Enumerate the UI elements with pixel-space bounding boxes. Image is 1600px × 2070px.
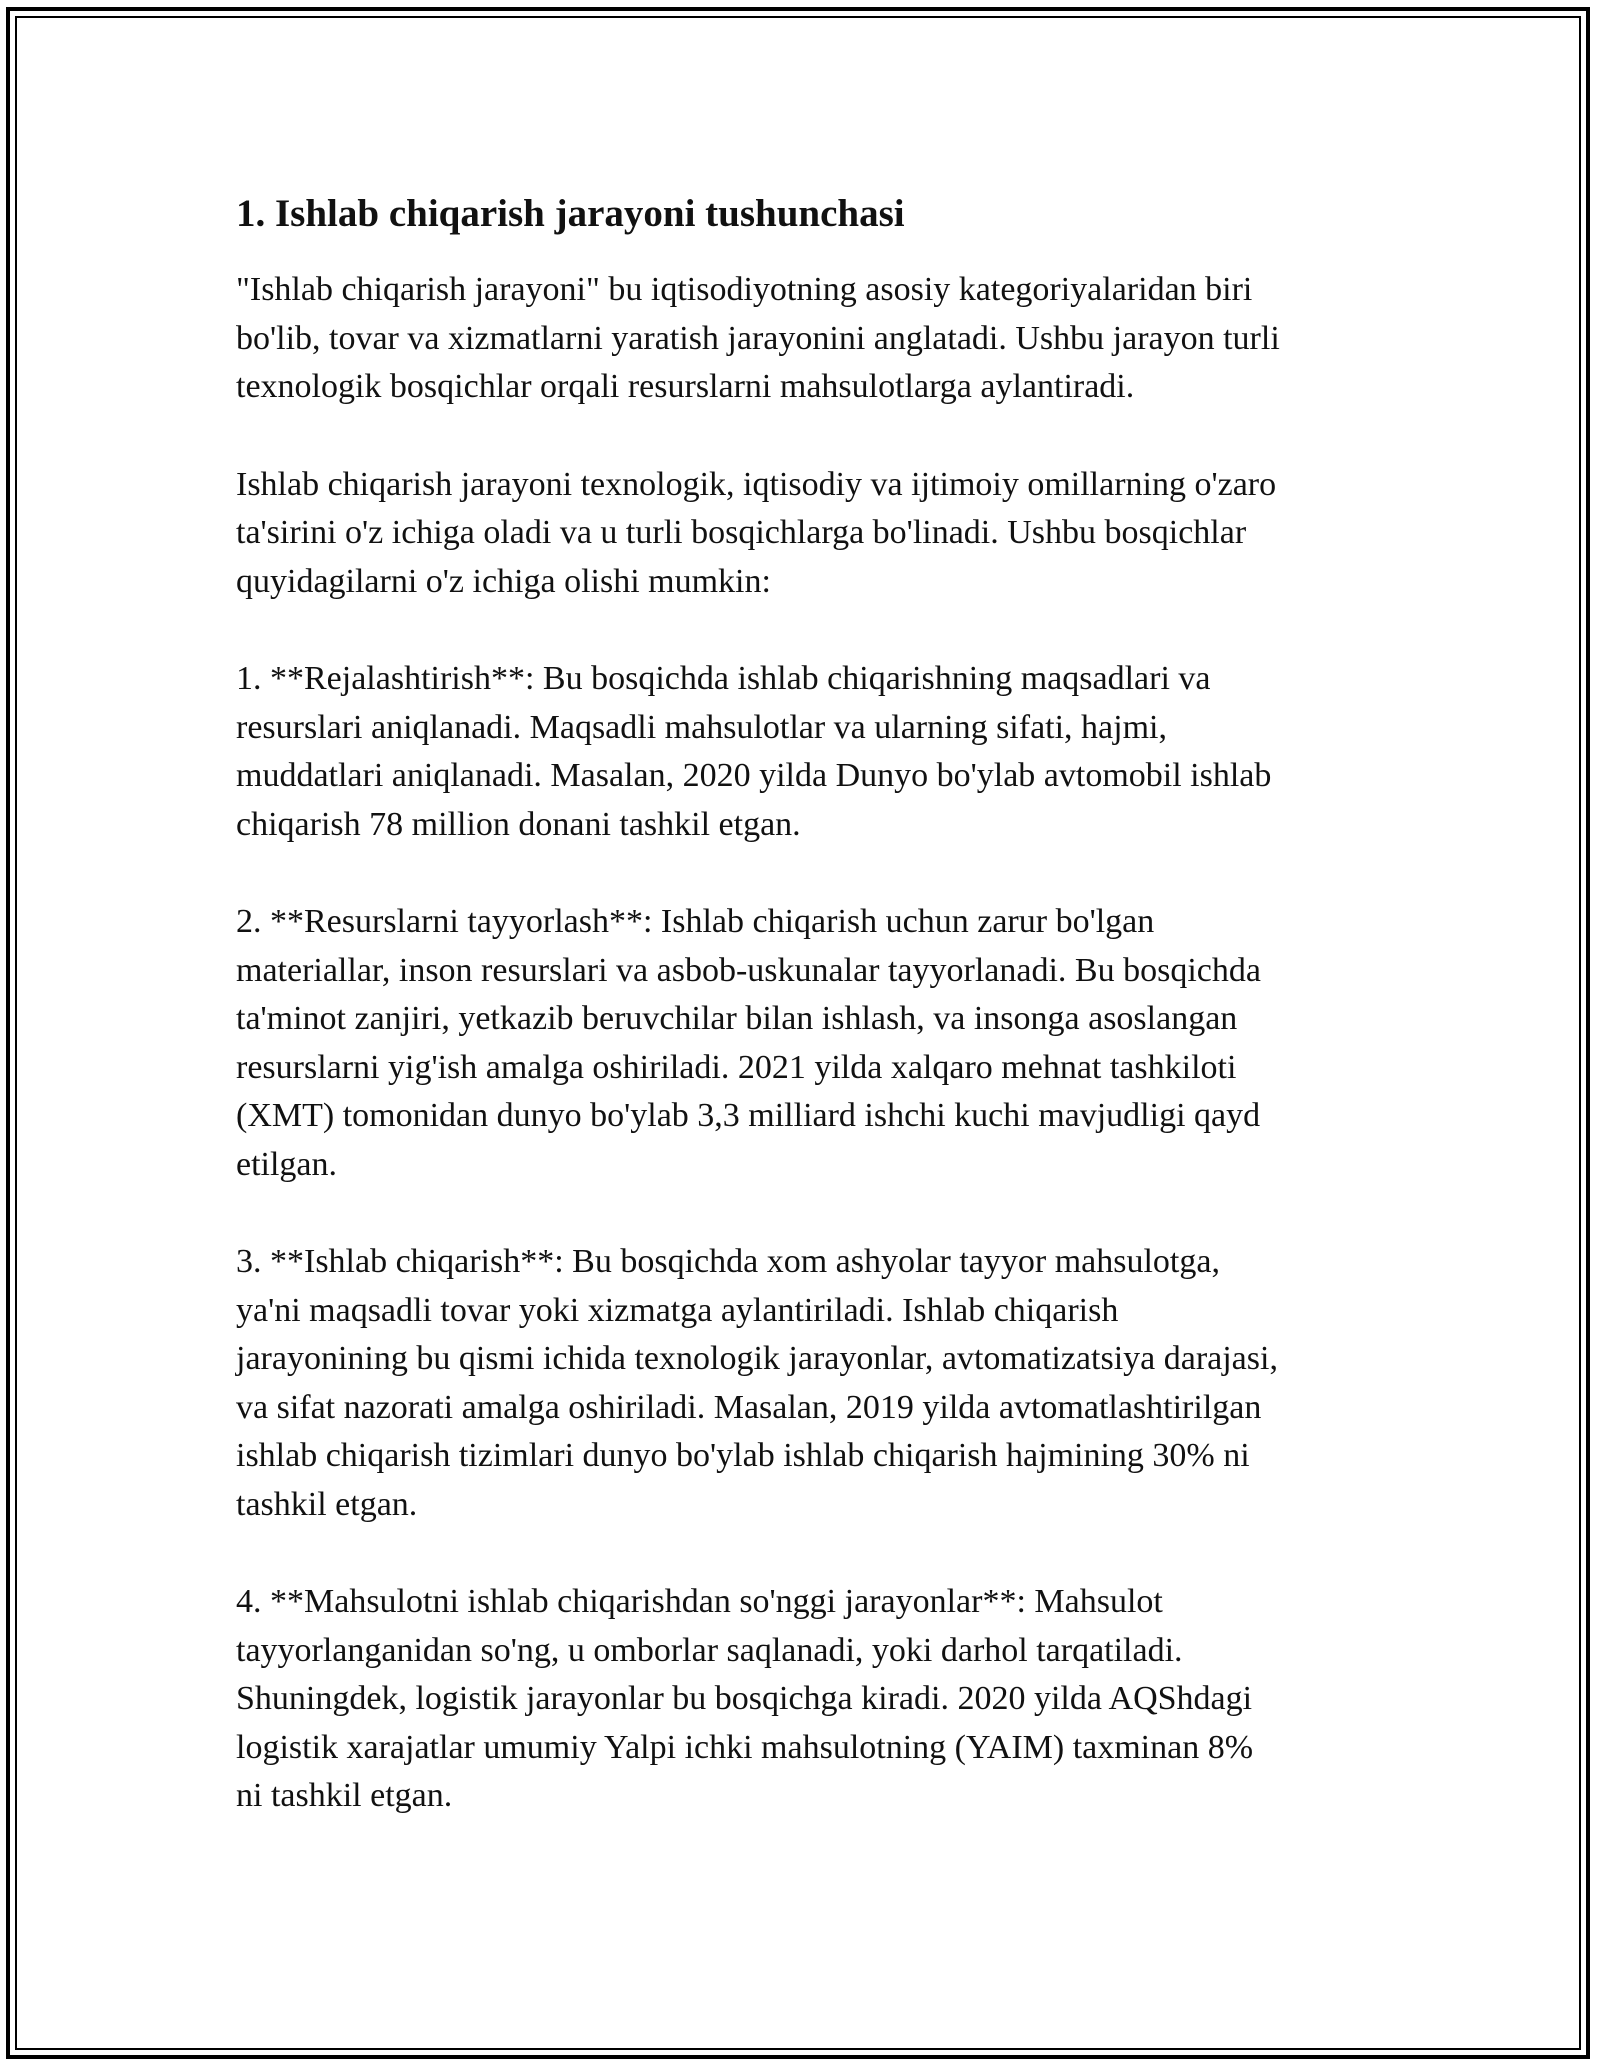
paragraph-stage-production: 3. **Ishlab chiqarish**: Bu bosqichda xom ashyolar tayyor mahsulotga, ya'ni maqsadli tovar yoki xizmatga aylantiriladi. Ishlab chiqarish jarayonining bu qismi ichida texnologik jarayonlar, avtomatizatsiya darajasi, va sifat nazorati amalga oshiriladi. Masalan, 2019 yilda avtomatlashtirilgan ishlab chiqarish tizimlari dunyo bo'ylab ishlab chiqarish hajmining 30% ni tashkil etgan.	[236, 1243, 1278, 1523]
paragraph-stage-post-production: 4. **Mahsulotni ishlab chiqarishdan so'nggi jarayonlar**: Mahsulot tayyorlanganidan so'ng, u omborlar saqlanadi, yoki darhol tarqatiladi. Shuningdek, logistik jarayonlar bu bosqichga kiradi. 2020 yilda AQShdagi logistik xarajatlar umumiy Yalpi ichki mahsulotning (YAIM) taxminan 8% ni tashkil etgan.	[236, 1583, 1254, 1814]
paragraph-stage-resources: 2. **Resurslarni tayyorlash**: Ishlab chiqarish uchun zarur bo'lgan materiallar, inson resurslari va asbob-uskunalar tayyorlanadi. Bu bosqichda ta'minot zanjiri, yetkazib beruvchilar bilan ishlash, va insonga asoslangan resurslarni yig'ish amalga oshiriladi. 2021 yilda xalqaro mehnat tashkiloti (XMT) tomonidan dunyo bo'ylab 3,3 milliard ishchi kuchi mavjudligi qayd etilgan.	[236, 903, 1261, 1183]
section-heading: 1. Ishlab chiqarish jarayoni tushunchasi	[236, 192, 905, 235]
paragraph-overview: Ishlab chiqarish jarayoni texnologik, iqtisodiy va ijtimoiy omillarning o'zaro ta'sirini o'z ichiga oladi va u turli bosqichlarga bo'linadi. Ushbu bosqichlar quyidagilarni o'z ichiga olishi mumkin:	[236, 465, 1277, 600]
document-body	[236, 186, 1376, 1870]
paragraph-stage-planning: 1. **Rejalashtirish**: Bu bosqichda ishlab chiqarishning maqsadlari va resurslari aniqlanadi. Maqsadli mahsulotlar va ularning sifati, hajmi, muddatlari aniqlanadi. Masalan, 2020 yilda Dunyo bo'ylab avtomobil ishlab chiqarish 78 million donani tashkil etgan.	[236, 660, 1272, 843]
paragraph-intro: "Ishlab chiqarish jarayoni" bu iqtisodiyotning asosiy kategoriyalaridan biri bo'lib, tovar va xizmatlarni yaratish jarayonini anglatadi. Ushbu jarayon turli texnologik bosqichlar orqali resurslarni mahsulotlarga aylantiradi.	[236, 271, 1280, 405]
